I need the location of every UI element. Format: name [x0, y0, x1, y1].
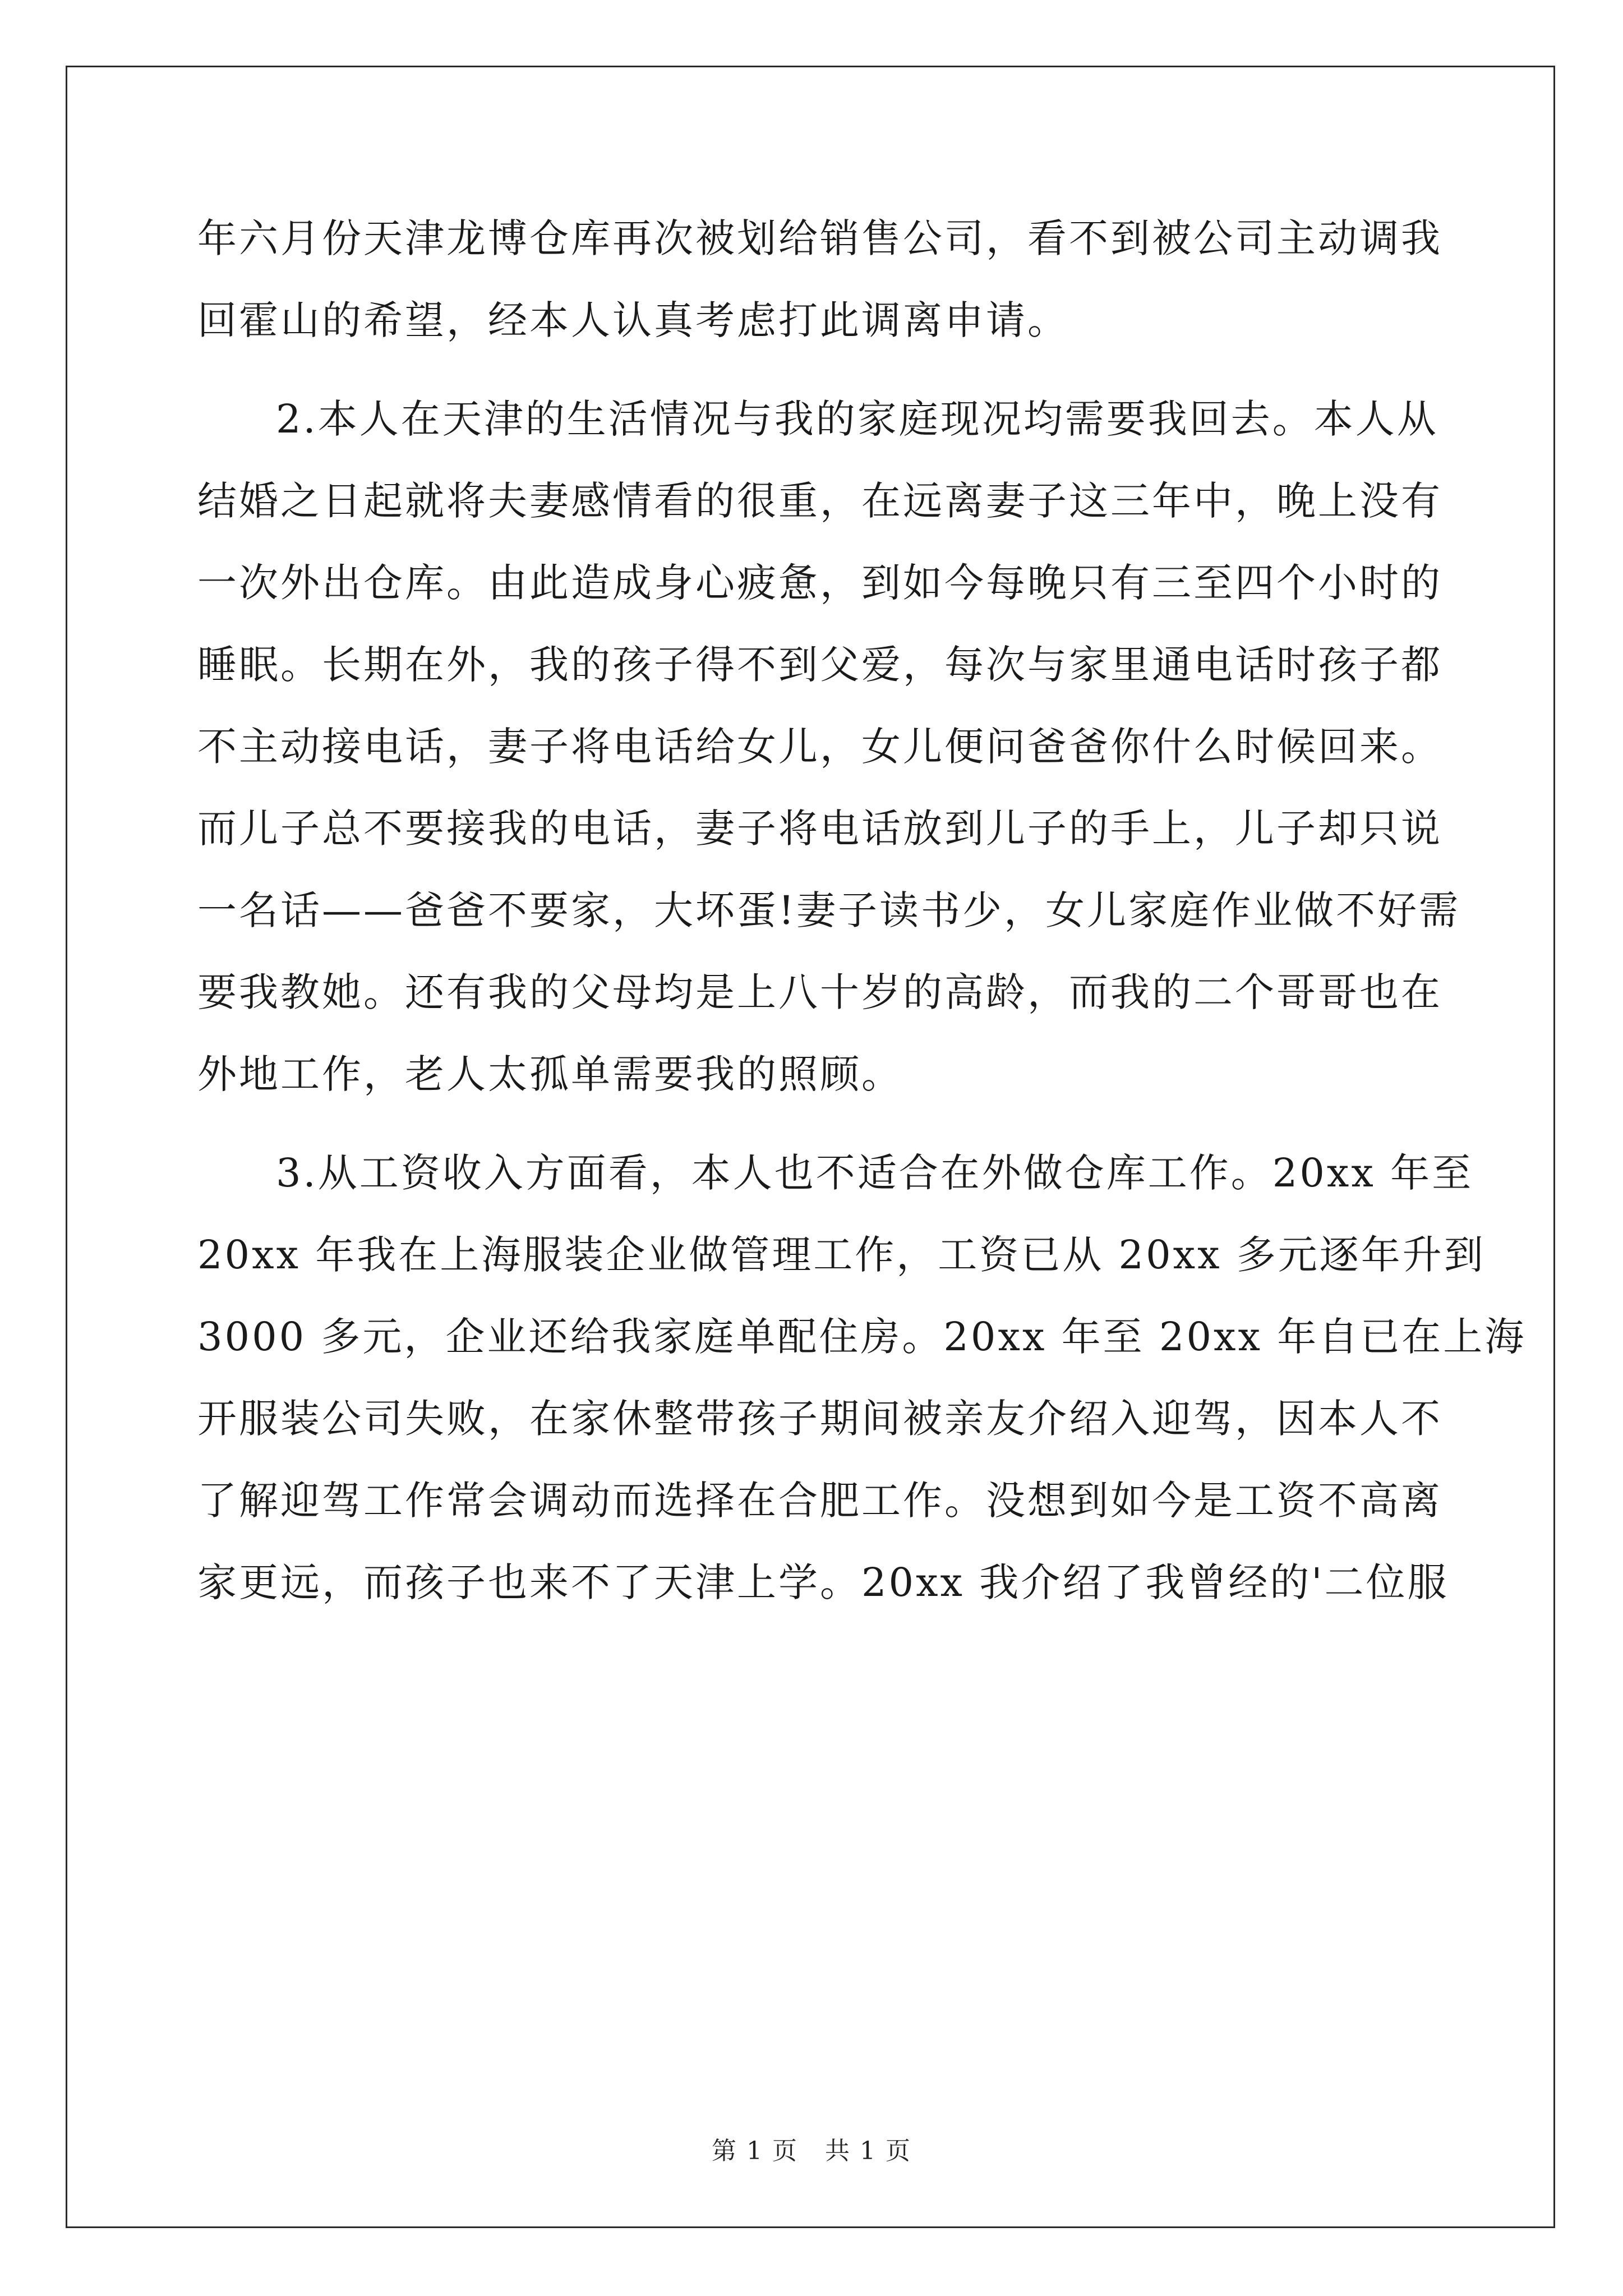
text-line: 回霍山的希望，经本人认真考虑打此调离申请。 [197, 297, 1069, 343]
text-line: 外地工作，老人太孤单需要我的照顾。 [197, 1051, 903, 1097]
text-line: 20xx 年我在上海服装企业做管理工作，工资已从 20xx 多元逐年升到 [197, 1232, 1486, 1278]
text-line: 3.从工资收入方面看，本人也不适合在外做仓库工作。20xx 年至 [276, 1150, 1474, 1196]
text-line: 了解迎驾工作常会调动而选择在合肥工作。没想到如今是工资不高离 [197, 1478, 1442, 1524]
text-line: 而儿子总不要接我的电话，妻子将电话放到儿子的手上，儿子却只说 [197, 806, 1442, 852]
paragraph-1 [197, 197, 1442, 361]
text-line: 3000 多元，企业还给我家庭单配住房。20xx 年至 20xx 年自已在上海 [197, 1314, 1527, 1360]
page-footer [0, 2134, 1623, 2168]
text-line: 不主动接电话，妻子将电话给女儿，女儿便问爸爸你什么时候回来。 [197, 724, 1442, 770]
text-line: 2.本人在天津的生活情况与我的家庭现况均需要我回去。本人从 [276, 396, 1438, 442]
text-line: 一名话——爸爸不要家，大坏蛋!妻子读书少，女儿家庭作业做不好需 [197, 887, 1461, 933]
text-line: 年六月份天津龙博仓库再次被划给销售公司，看不到被公司主动调我 [197, 215, 1442, 261]
paragraph-3 [197, 1132, 1527, 1623]
page-number: 第 1 页 [712, 2137, 798, 2165]
document-body [197, 197, 1527, 1623]
paragraph-2 [197, 378, 1461, 1115]
text-line: 要我教她。还有我的父母均是上八十岁的高龄，而我的二个哥哥也在 [197, 969, 1442, 1015]
text-line: 睡眠。长期在外，我的孩子得不到父爱，每次与家里通电话时孩子都 [197, 642, 1442, 688]
text-line: 一次外出仓库。由此造成身心疲惫，到如今每晚只有三至四个小时的 [197, 560, 1442, 606]
page-total: 共 1 页 [825, 2137, 911, 2165]
text-line: 家更远，而孩子也来不了天津上学。20xx 我介绍了我曾经的'二位服 [197, 1559, 1449, 1605]
text-line: 开服装公司失败，在家休整带孩子期间被亲友介绍入迎驾，因本人不 [197, 1396, 1442, 1442]
text-line: 结婚之日起就将夫妻感情看的很重，在远离妻子这三年中，晚上没有 [197, 478, 1442, 524]
